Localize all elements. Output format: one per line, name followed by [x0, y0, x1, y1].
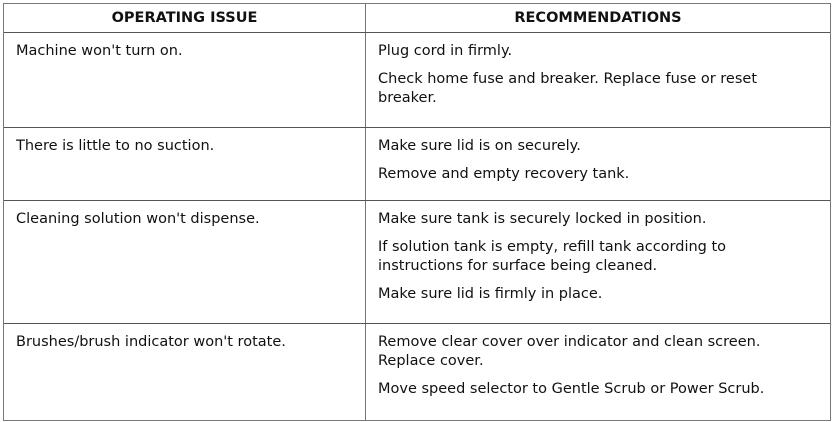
recommendation: If solution tank is empty, refill tank according to instructions for surface being cleaned. — [378, 239, 727, 274]
recommendation: Plug cord in firmly. — [378, 43, 513, 59]
table-header-row — [4, 4, 830, 32]
recommendation: Make sure lid is firmly in place. — [378, 286, 603, 302]
recommendation: Remove clear cover over indicator and clean screen. Replace cover. — [378, 334, 761, 369]
header-operating-issue: OPERATING ISSUE — [4, 4, 366, 32]
recommendation: Move speed selector to Gentle Scrub or Power Scrub. — [378, 381, 765, 397]
recommendation: Remove and empty recovery tank. — [378, 166, 630, 182]
header-recommendations: RECOMMENDATIONS — [514, 10, 682, 26]
issue-cell: Cleaning solution won't dispense. — [16, 211, 260, 227]
troubleshooting-table — [3, 3, 831, 421]
recommendation: Make sure lid is on securely. — [378, 138, 581, 154]
issue-cell: Machine won't turn on. — [16, 43, 183, 59]
recommendation: Check home fuse and breaker. Replace fuse or reset breaker. — [378, 71, 758, 106]
issue-cell: There is little to no suction. — [16, 138, 215, 154]
table-row — [4, 200, 830, 323]
issue-cell: Brushes/brush indicator won't rotate. — [16, 334, 286, 350]
table-row — [4, 323, 830, 420]
table-row — [4, 127, 830, 200]
table-row — [4, 32, 830, 127]
recommendation: Make sure tank is securely locked in position. — [378, 211, 707, 227]
